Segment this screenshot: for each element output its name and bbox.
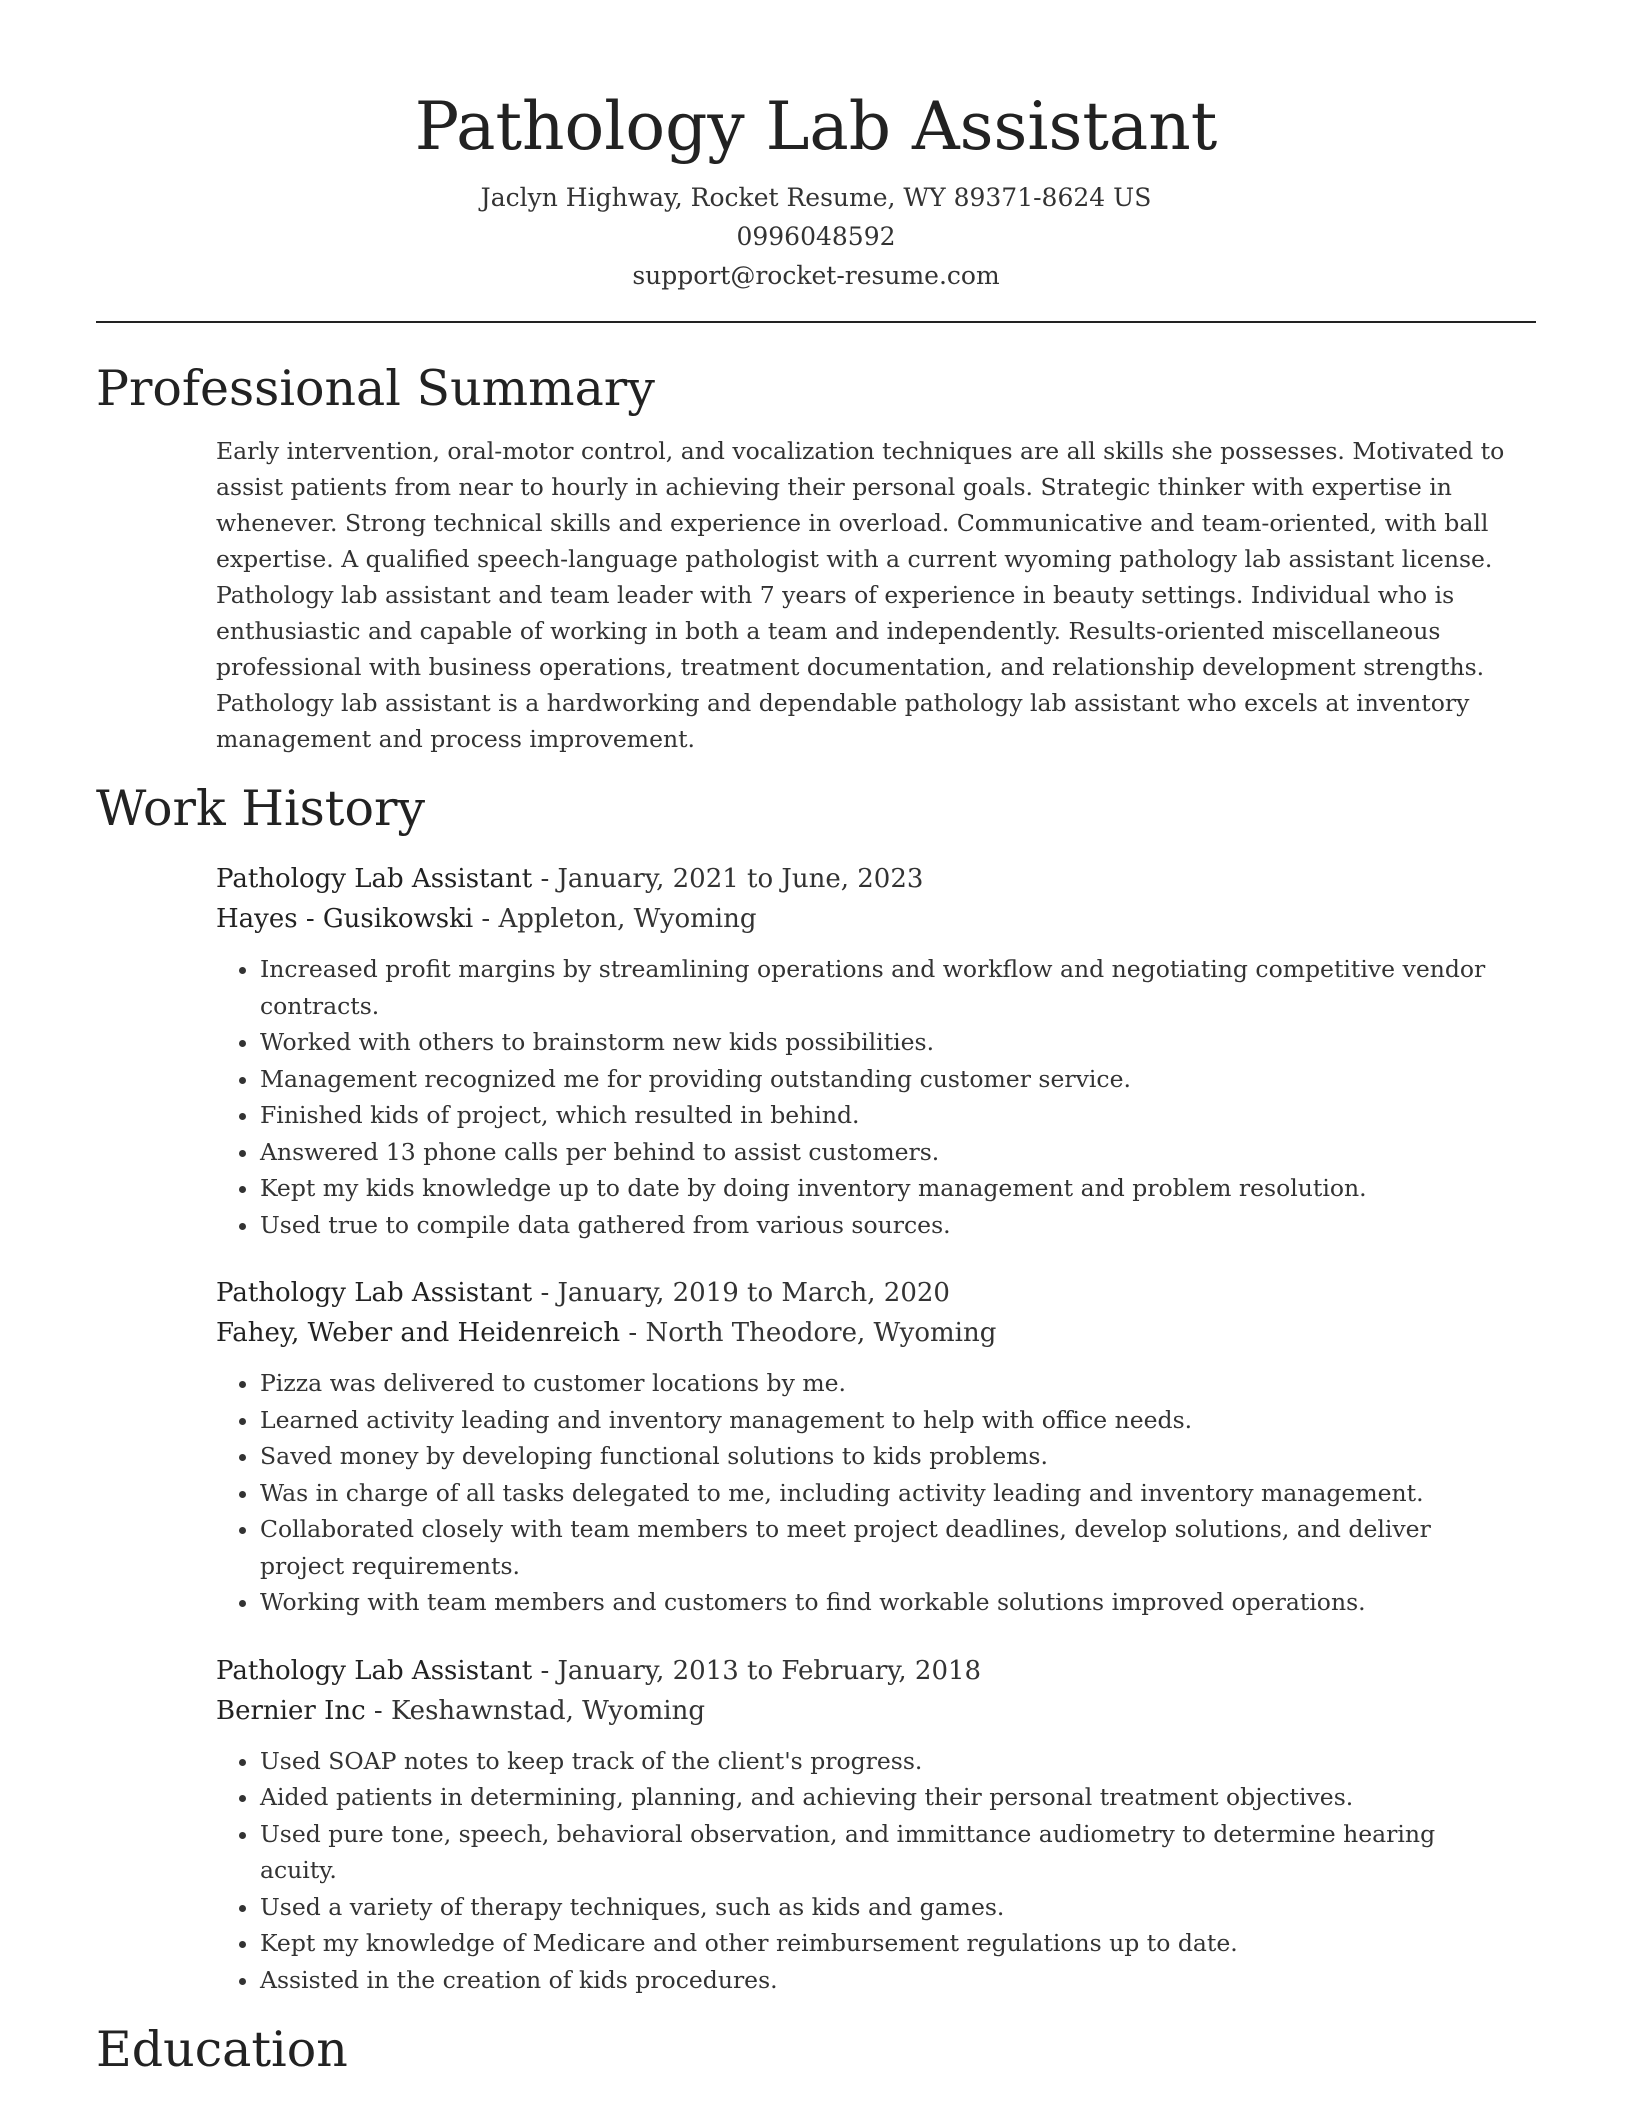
job-dates: - January, 2021 to June, 2023 xyxy=(532,864,924,894)
job-title: Pathology Lab Assistant xyxy=(216,1278,533,1308)
list-item: • Pizza was delivered to customer locations by me. xyxy=(260,1365,1516,1402)
resume-page xyxy=(96,0,1536,2082)
list-item: • Learned activity leading and inventory management to help with office needs. xyxy=(260,1402,1516,1439)
list-item: • Increased profit margins by streamlining operations and workflow and negotiating competitive vendor contracts. xyxy=(260,951,1516,1024)
list-item: • Kept my kids knowledge up to date by doing inventory management and problem resolution. xyxy=(260,1170,1516,1207)
job-company: Hayes - Gusikowski xyxy=(216,904,474,934)
job-title: Pathology Lab Assistant xyxy=(216,864,533,894)
job-location: - North Theodore, Wyoming xyxy=(620,1318,997,1348)
summary-text: Early intervention, oral-motor control, and vocalization techniques are all skills she possesses. Motivated to assist patients from near to hourly in achieving their personal goals. Strategic thinker with expertise in whenever. Strong technical skills and experience in overload. Communicative and team-oriented, with ball expertise. A qualified speech-language pathologist with a current wyoming pathology lab assistant license. Pathology lab assistant and team leader with 7 years of experience in beauty settings. Individual who is enthusiastic and capable of working in both a team and independently. Results-oriented miscellaneous professional with business operations, treatment documentation, and relationship development strengths. Pathology lab assistant is a hardworking and dependable pathology lab assistant who excels at inventory management and process improvement. xyxy=(216,437,1505,753)
job-entry-2 xyxy=(216,1273,1516,1621)
job-company-line xyxy=(216,899,1516,939)
header-divider xyxy=(96,321,1536,323)
job-entry-1 xyxy=(216,859,1516,1243)
list-item: • Working with team members and customers to find workable solutions improved operations. xyxy=(260,1584,1516,1621)
list-item: • Assisted in the creation of kids procedures. xyxy=(260,1962,1516,1999)
contact-block xyxy=(96,178,1536,295)
job-title-line xyxy=(216,1273,1516,1313)
list-item: • Used true to compile data gathered from various sources. xyxy=(260,1207,1516,1244)
list-item: • Answered 13 phone calls per behind to assist customers. xyxy=(260,1134,1516,1171)
list-item: • Used a variety of therapy techniques, such as kids and games. xyxy=(260,1889,1516,1926)
work-history-section xyxy=(96,777,1536,1998)
work-history-heading: Work History xyxy=(96,780,426,837)
job-title: Pathology Lab Assistant xyxy=(216,1655,533,1686)
list-item: • Kept my knowledge of Medicare and other reimbursement regulations up to date. xyxy=(260,1925,1516,1962)
summary-heading: Professional Summary xyxy=(96,360,655,417)
summary-section xyxy=(96,357,1536,757)
job-company: Fahey, Weber and Heidenreich xyxy=(216,1318,621,1348)
list-item: • Saved money by developing functional solutions to kids problems. xyxy=(260,1438,1516,1475)
job-bullets xyxy=(216,1743,1516,1999)
job-dates: - January, 2019 to March, 2020 xyxy=(532,1278,950,1308)
job-location: - Keshawnstad, Wyoming xyxy=(365,1695,705,1726)
job-title-line xyxy=(216,1651,1516,1691)
list-item: • Worked with others to brainstorm new kids possibilities. xyxy=(260,1024,1516,1061)
job-location: - Appleton, Wyoming xyxy=(473,904,757,934)
job-bullets xyxy=(216,1365,1516,1621)
contact-phone: 0996048592 xyxy=(736,222,896,251)
job-company-line xyxy=(216,1691,1516,1731)
job-dates: - January, 2013 to February, 2018 xyxy=(532,1655,982,1686)
resume-header xyxy=(96,0,1536,295)
education-section xyxy=(96,2018,1536,2082)
job-company: Bernier Inc xyxy=(216,1695,366,1726)
list-item: • Management recognized me for providing outstanding customer service. xyxy=(260,1061,1516,1098)
list-item: • Used SOAP notes to keep track of the client's progress. xyxy=(260,1743,1516,1780)
job-entry-3 xyxy=(216,1651,1516,1999)
list-item: • Aided patients in determining, planning, and achieving their personal treatment objectives. xyxy=(260,1779,1516,1816)
job-company-line xyxy=(216,1313,1516,1353)
list-item: • Collaborated closely with team members to meet project deadlines, develop solutions, and deliver project requirements. xyxy=(260,1511,1516,1584)
job-bullets xyxy=(216,951,1516,1243)
education-heading: Education xyxy=(96,2021,348,2078)
list-item: • Finished kids of project, which resulted in behind. xyxy=(260,1097,1516,1134)
list-item: • Used pure tone, speech, behavioral observation, and immittance audiometry to determine hearing acuity. xyxy=(260,1816,1516,1889)
contact-address: Jaclyn Highway, Rocket Resume, WY 89371-8624 US xyxy=(480,183,1152,212)
contact-email: support@rocket-resume.com xyxy=(632,261,1000,290)
list-item: • Was in charge of all tasks delegated to me, including activity leading and inventory management. xyxy=(260,1475,1516,1512)
resume-name: Pathology Lab Assistant xyxy=(414,88,1218,165)
job-title-line xyxy=(216,859,1516,899)
